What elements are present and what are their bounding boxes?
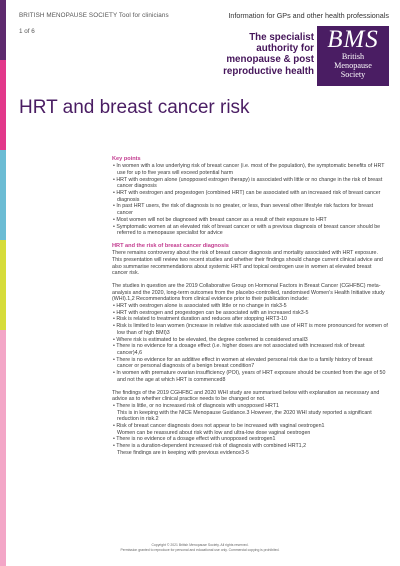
key-point-item: • HRT with oestrogen alone (unopposed estrogen therapy) is associated with little or no change in the risk of breast cancer diagnosis xyxy=(113,176,383,190)
recommendation-item: • Risk is related to treatment duration and reduces after stopping HRT3-10 xyxy=(113,316,287,323)
finding-item: • There is little, or no increased risk of diagnosis with unopposed HRT1 xyxy=(113,402,279,409)
tagline-line: reproductive health xyxy=(223,65,314,77)
accent-stripe-light-pink xyxy=(0,330,6,566)
logo-line: Society xyxy=(340,70,366,79)
finding-note: Women can be reassured about risk with low and ultra-low dose vaginal oestrogen xyxy=(117,429,311,436)
logo-line: Menopause xyxy=(334,61,372,70)
page-title: HRT and breast cancer risk xyxy=(19,97,250,118)
section-intro: There remains controversy about the risk of breast cancer diagnosis and mortality associated with HRT exposure. This presentation will review two recent studies and whether their findings should change current clinical advice and also summarise recommendations about systemic HRT and topical oestrogen use in women at elevated breast cancer risk. xyxy=(112,250,383,277)
recommendations-list xyxy=(112,303,388,383)
studies-paragraph: The studies in question are the 2019 Collaborative Group on Hormonal Factors in Breast Cancer (CGHFBC) meta-analysis and the 2020, long-term outcomes from the placebo-controlled, randomised Women's Health Initiative study (WHI).1,2 Recommendations from clinical evidence prior to their publication include: xyxy=(112,282,385,303)
recommendation-item: • HRT with oestrogen and progestogen can be associated with an increased risk3-5 xyxy=(113,309,309,316)
key-point-item: • Most women will not be diagnosed with breast cancer as a result of their exposure to HRT xyxy=(113,216,327,223)
accent-stripe-lime xyxy=(0,240,6,330)
header-org-tool: BRITISH MENOPAUSE SOCIETY Tool for clinicians xyxy=(19,12,169,19)
key-point-item: • In past HRT users, the risk of diagnosis is no greater, or less, than several other lifestyle risk factors for breast cancer xyxy=(113,203,374,217)
key-points-list xyxy=(112,163,388,237)
recommendation-item: • Where risk is estimated to be elevated, the degree conferred is considered small3 xyxy=(113,336,308,343)
key-point-item: • HRT with oestrogen and progestogen (combined HRT) can be associated with an increased risk of breast cancer diagnosis xyxy=(113,190,381,203)
page-number: 1 of 6 xyxy=(19,28,35,35)
finding-item: • There is a duration-dependent increased risk of diagnosis with combined HRT1,2 xyxy=(113,443,307,450)
logo-line: British xyxy=(341,52,365,61)
header-audience: Information for GPs and other health professionals xyxy=(228,11,389,20)
finding-note: These findings are in keeping with previous evidence3-5 xyxy=(117,449,249,456)
key-point-item: • Symptomatic women at an elevated risk of breast cancer or with a previous diagnosis of breast cancer should be referred to a menopause specialist for advice xyxy=(113,223,381,237)
recommendation-item: • There is no evidence for an additive effect in women at elevated personal risk due to a family history of breast cancer or personal diagnosis of a benign breast condition7 xyxy=(113,356,373,370)
tagline-line: menopause & post xyxy=(226,54,314,66)
tagline-line: authority for xyxy=(256,43,314,55)
findings-list xyxy=(112,403,388,457)
accent-stripe-purple xyxy=(0,0,6,60)
recommendation-item: • Risk is limited to lean women (increase in relative risk associated with use of HRT is more pronounced for women of low than of high BMI)3 xyxy=(113,323,388,336)
recommendation-item: • There is no evidence for a dosage effect (i.e. higher doses are not associated with increased risk of breast cancer)4,6 xyxy=(113,343,365,356)
key-point-item: • In women with a low underlying risk of breast cancer (i.e. most of the population), the symptomatic benefits of HRT use for up to five years will exceed potential harm xyxy=(113,163,385,176)
accent-stripe-pink xyxy=(0,60,6,150)
finding-item: • There is no evidence of a dosage effect with unopposed oestrogen1 xyxy=(113,436,276,443)
footer-permission: Permission granted to reproduce for personal and educational use only. Commercial copying is prohibited. xyxy=(120,548,280,552)
accent-stripe-blue xyxy=(0,150,6,240)
key-points-heading: Key points xyxy=(112,156,141,162)
tagline xyxy=(192,32,314,77)
main-content xyxy=(112,156,388,457)
tagline-line: The specialist xyxy=(249,32,314,43)
recommendation-item: • HRT with oestrogen alone is associated with little or no change in risk3-5 xyxy=(113,303,287,310)
section-heading: HRT and the risk of breast cancer diagnosis xyxy=(112,242,229,249)
footer-copyright: Copyright © 2021 British Menopause Society. All rights reserved. xyxy=(151,543,249,547)
finding-item: • Risk of breast cancer diagnosis does not appear to be increased with vaginal oestrogen1 xyxy=(113,423,325,430)
finding-note: This is in keeping with the NICE Menopause Guidance.3 However, the 2020 WHI study reported a significant reduction in risk.2 xyxy=(117,409,372,423)
findings-intro: The findings of the 2019 CGHFBC and 2020 WHI study are summarised below with explanation as necessary and advice as to whether clinical practice needs to be changed or not. xyxy=(112,389,380,403)
bms-logo xyxy=(317,26,389,86)
logo-mark: BMS xyxy=(327,26,379,53)
recommendation-item: • In women with premature ovarian insufficiency (POI), years of HRT exposure should be counted from the age of 50 and not the age at which HRT is commenced8 xyxy=(113,370,386,383)
